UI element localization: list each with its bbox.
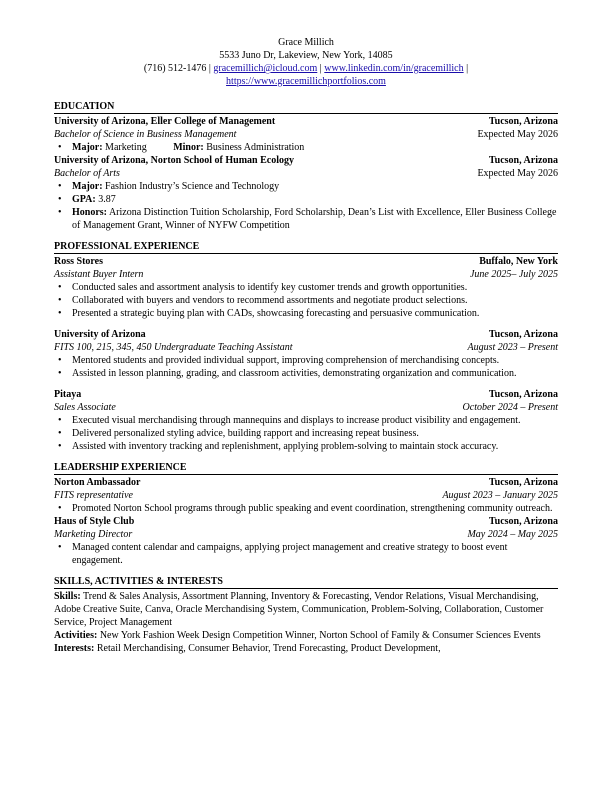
job-location: Buffalo, New York bbox=[479, 256, 558, 267]
list-item: • Major: Marketing Minor: Business Administration bbox=[54, 141, 558, 154]
job-location: Tucson, Arizona bbox=[488, 389, 558, 400]
separator: | bbox=[319, 63, 322, 74]
employer: Norton Ambassador bbox=[54, 477, 141, 488]
interests-line: Interests: Retail Merchandising, Consumer Behavior, Trend Forecasting, Product Development, bbox=[54, 643, 441, 654]
skills-line: Skills: Trend & Sales Analysis, Assortment Planning, Inventory & Forecasting, Vendor Relations, Visual Merchandising, Adobe Creative Suite, Canva, Oracle Merchandising System, Communication, Problem-Solving, Collaboration, Customer Service, Project Management bbox=[54, 591, 544, 628]
degree: Bachelor of Arts bbox=[54, 168, 120, 179]
job-role: Marketing Director bbox=[54, 529, 133, 540]
list-item: • Honors: Arizona Distinction Tuition Scholarship, Ford Scholarship, Dean’s List with Excellence, Eller Business College of Management Grant, Winner of NYFW Competition bbox=[54, 206, 558, 232]
job-location: Tucson, Arizona bbox=[488, 477, 558, 488]
job-date: August 2023 – January 2025 bbox=[442, 490, 558, 501]
job-date: June 2025– July 2025 bbox=[469, 269, 558, 280]
list-item: • Delivered personalized styling advice, building rapport and increasing repeat business. bbox=[54, 427, 558, 440]
job-role: Assistant Buyer Intern bbox=[54, 269, 144, 280]
linkedin-link[interactable]: www.linkedin.com/in/gracemillich bbox=[324, 63, 464, 74]
section-title-professional: PROFESSIONAL EXPERIENCE bbox=[54, 240, 558, 254]
resume-header bbox=[54, 36, 558, 88]
list-item: • Managed content calendar and campaigns, applying project management and creative strategy to boost event engagement. bbox=[54, 541, 558, 567]
skills-section bbox=[54, 575, 558, 655]
full-name: Grace Millich bbox=[278, 37, 334, 48]
separator: | bbox=[466, 63, 469, 74]
activities-line: Activities: New York Fashion Week Design Competition Winner, Norton School of Family & Consumer Sciences Events bbox=[54, 630, 541, 641]
employer: Haus of Style Club bbox=[54, 516, 135, 527]
job-date: May 2024 – May 2025 bbox=[467, 529, 558, 540]
graduation-date: Expected May 2026 bbox=[477, 168, 558, 179]
email-link[interactable]: gracemillich@icloud.com bbox=[213, 63, 318, 74]
separator: | bbox=[208, 63, 211, 74]
section-title-education: EDUCATION bbox=[54, 100, 558, 114]
address: 5533 Juno Dr, Lakeview, New York, 14085 bbox=[219, 50, 393, 61]
employer: University of Arizona bbox=[54, 329, 146, 340]
school-location: Tucson, Arizona bbox=[488, 116, 558, 127]
job-location: Tucson, Arizona bbox=[488, 329, 558, 340]
job-date: August 2023 – Present bbox=[467, 342, 558, 353]
section-title-skills: SKILLS, ACTIVITIES & INTERESTS bbox=[54, 575, 558, 589]
job-location: Tucson, Arizona bbox=[488, 516, 558, 527]
list-item: • Collaborated with buyers and vendors to recommend assortments and negotiate product selections. bbox=[54, 294, 558, 307]
section-title-leadership: LEADERSHIP EXPERIENCE bbox=[54, 461, 558, 475]
job-date: October 2024 – Present bbox=[462, 402, 558, 413]
list-item: • Assisted in lesson planning, grading, and classroom activities, demonstrating organization and communication. bbox=[54, 367, 558, 380]
graduation-date: Expected May 2026 bbox=[477, 129, 558, 140]
list-item: • Mentored students and provided individual support, improving comprehension of merchandising concepts. bbox=[54, 354, 558, 367]
professional-section bbox=[54, 240, 558, 453]
employer: Pitaya bbox=[54, 389, 82, 400]
list-item: • Presented a strategic buying plan with CADs, showcasing forecasting and persuasive communication. bbox=[54, 307, 558, 320]
school-name: University of Arizona, Eller College of Management bbox=[54, 116, 276, 127]
list-item: • Promoted Norton School programs through public speaking and event coordination, strengthening community outreach. bbox=[54, 502, 558, 515]
portfolio-link[interactable]: https://www.gracemillichportfolios.com bbox=[226, 76, 386, 87]
employer: Ross Stores bbox=[54, 256, 103, 267]
list-item: • Assisted with inventory tracking and replenishment, applying problem-solving to maintain stock accuracy. bbox=[54, 440, 558, 453]
list-item: • Major: Fashion Industry’s Science and Technology bbox=[54, 180, 558, 193]
school-location: Tucson, Arizona bbox=[488, 155, 558, 166]
education-section bbox=[54, 100, 558, 232]
resume-page bbox=[54, 36, 558, 655]
job-role: Sales Associate bbox=[54, 402, 116, 413]
job-role: FITS 100, 215, 345, 450 Undergraduate Teaching Assistant bbox=[54, 342, 293, 353]
list-item: • Executed visual merchandising through mannequins and displays to increase product visibility and engagement. bbox=[54, 414, 558, 427]
leadership-section bbox=[54, 461, 558, 567]
degree: Bachelor of Science in Business Management bbox=[54, 129, 237, 140]
school-name: University of Arizona, Norton School of Human Ecology bbox=[54, 155, 294, 166]
list-item: • GPA: 3.87 bbox=[54, 193, 558, 206]
phone: (716) 512-1476 bbox=[143, 63, 207, 74]
contact-line bbox=[54, 62, 558, 75]
list-item: • Conducted sales and assortment analysis to identify key customer trends and growth opportunities. bbox=[54, 281, 558, 294]
job-role: FITS representative bbox=[54, 490, 133, 501]
